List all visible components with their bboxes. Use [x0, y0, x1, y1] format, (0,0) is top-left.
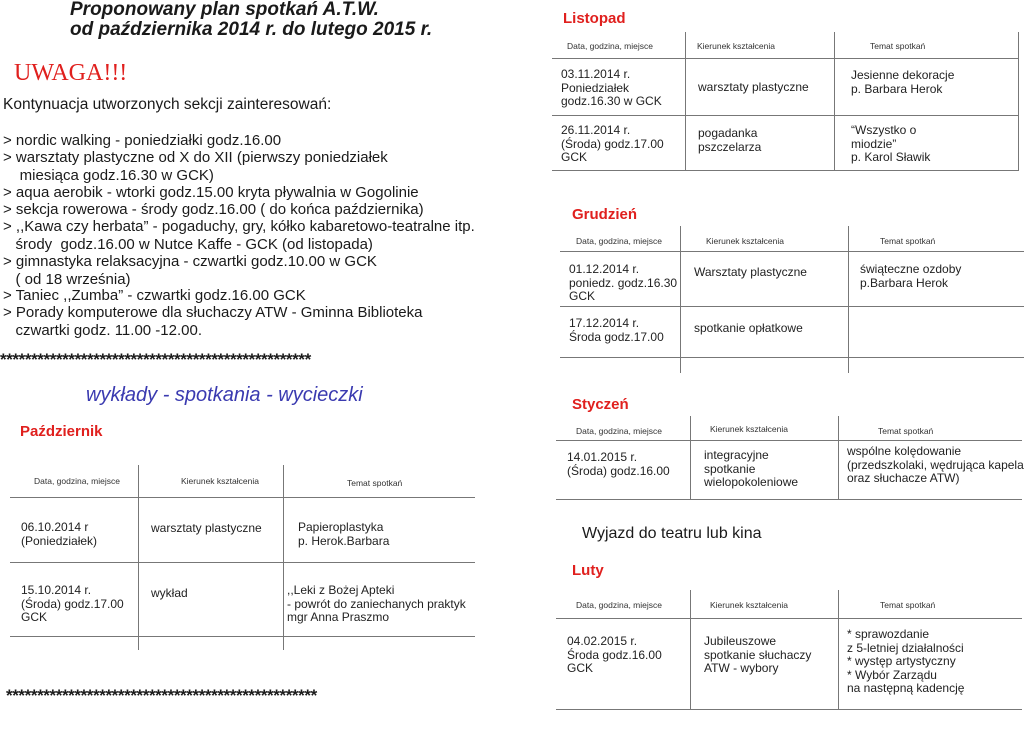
page-title-line1: Proponowany plan spotkań A.T.W. [70, 0, 379, 20]
list-item: > aqua aerobik - wtorki godz.15.00 kryta pływalnia w Gogolinie [3, 184, 419, 201]
column-header-topic: Temat spotkań [880, 236, 936, 246]
table-cell-date: 01.12.2014 r. poniedz. godz.16.30 GCK [569, 262, 678, 303]
table-cell-direction: wykład [151, 586, 188, 600]
column-header-direction: Kierunek kształcenia [710, 600, 788, 610]
table-rule [10, 636, 475, 637]
table-divider [1018, 32, 1019, 170]
table-cell-direction: warsztaty plastyczne [151, 521, 262, 535]
table-cell-direction: Jubileuszowe spotkanie słuchaczy ATW - wybory [704, 634, 812, 675]
table-divider [680, 226, 681, 373]
table-divider [848, 226, 849, 373]
list-item: > Taniec ,,Zumba” - czwartki godz.16.00 GCK [3, 287, 306, 304]
table-cell-direction: spotkanie opłatkowe [694, 321, 803, 335]
table-divider [138, 465, 139, 650]
column-header-date: Data, godzina, miejsce [34, 476, 120, 486]
list-item: > gimnastyka relaksacyjna - czwartki godz.10.00 w GCK ( od 18 września) [3, 253, 377, 288]
page-title-line2: od października 2014 r. do lutego 2015 r. [70, 19, 433, 40]
table-rule [556, 618, 1022, 619]
table-cell-direction: integracyjne spotkanie wielopokoleniowe [704, 448, 799, 489]
table-cell-date: 26.11.2014 r. (Środa) godz.17.00 GCK [561, 123, 664, 164]
table-divider [690, 416, 691, 500]
table-divider [838, 590, 839, 710]
table-rule [556, 709, 1022, 710]
column-header-topic: Temat spotkań [878, 426, 934, 436]
month-title-january: Styczeń [572, 396, 629, 413]
table-rule [552, 58, 1019, 59]
month-title-february: Luty [572, 562, 604, 579]
table-rule [556, 499, 1022, 500]
table-cell-date: 15.10.2014 r. (Środa) godz.17.00 GCK [21, 583, 124, 624]
column-header-date: Data, godzina, miejsce [576, 426, 662, 436]
table-rule [560, 306, 1024, 307]
table-cell-topic: Jesienne dekoracje p. Barbara Herok [851, 68, 955, 96]
table-rule [10, 497, 475, 498]
trip-note: Wyjazd do teatru lub kina [582, 525, 762, 542]
table-cell-direction: warsztaty plastyczne [698, 80, 809, 94]
table-rule [560, 251, 1024, 252]
separator-stars-top: ************************************************** [0, 350, 311, 369]
table-cell-topic: Papieroplastyka p. Herok.Barbara [298, 520, 390, 548]
table-cell-topic: świąteczne ozdoby p.Barbara Herok [860, 262, 962, 290]
table-divider [690, 590, 691, 710]
table-rule [552, 170, 1019, 171]
table-divider [834, 32, 835, 170]
table-rule [556, 440, 1022, 441]
column-header-date: Data, godzina, miejsce [576, 600, 662, 610]
column-header-direction: Kierunek kształcenia [706, 236, 784, 246]
table-divider [838, 416, 839, 500]
table-rule [10, 562, 475, 563]
separator-stars-bottom: ************************************************** [6, 686, 317, 705]
table-rule [552, 115, 1019, 116]
section-title: wykłady - spotkania - wycieczki [86, 384, 363, 406]
column-header-topic: Temat spotkań [870, 41, 926, 51]
list-item: > nordic walking - poniedziałki godz.16.00 [3, 132, 282, 149]
column-header-topic: Temat spotkań [880, 600, 936, 610]
table-cell-direction: Warsztaty plastyczne [694, 265, 807, 279]
column-header-direction: Kierunek kształcenia [710, 424, 788, 434]
column-header-direction: Kierunek kształcenia [181, 476, 259, 486]
month-title-december: Grudzień [572, 206, 638, 223]
notice-intro: Kontynuacja utworzonych sekcji zainteresowań: [3, 96, 332, 113]
table-cell-date: 06.10.2014 r (Poniedziałek) [21, 520, 98, 548]
column-header-date: Data, godzina, miejsce [567, 41, 653, 51]
notice-warning: UWAGA!!! [14, 60, 128, 86]
table-cell-topic: ,,Leki z Bożej Apteki - powrót do zaniechanych praktyk mgr Anna Praszmo [287, 583, 466, 624]
list-item: > ,,Kawa czy herbata” - pogaduchy, gry, kółko kabaretowo-teatralne itp. środy godz.16.00 w Nutce Kaffe - GCK (od listopada) [3, 218, 475, 253]
table-cell-topic: * sprawozdanie z 5-letniej działalności * występ artystyczny * Wybór Zarządu na następną kadencję [847, 627, 965, 695]
column-header-direction: Kierunek kształcenia [697, 41, 775, 51]
table-rule [560, 357, 1024, 358]
table-divider [283, 465, 284, 650]
table-cell-date: 03.11.2014 r. Poniedziałek godz.16.30 w GCK [561, 67, 662, 108]
table-cell-date: 14.01.2015 r. (Środa) godz.16.00 [567, 450, 670, 478]
list-item: > warsztaty plastyczne od X do XII (pierwszy poniedziałek miesiąca godz.16.30 w GCK) [3, 149, 388, 184]
column-header-date: Data, godzina, miejsce [576, 236, 662, 246]
list-item: > sekcja rowerowa - środy godz.16.00 ( do końca października) [3, 201, 424, 218]
table-cell-topic: wspólne kolędowanie (przedszkolaki, wędrująca kapela oraz słuchacze ATW) [847, 444, 1024, 485]
table-cell-date: 04.02.2015 r. Środa godz.16.00 GCK [567, 634, 662, 675]
month-title-november: Listopad [563, 10, 626, 27]
table-cell-date: 17.12.2014 r. Środa godz.17.00 [569, 316, 664, 344]
table-cell-topic: “Wszystko o miodzie” p. Karol Sławik [851, 123, 931, 164]
table-cell-direction: pogadanka pszczelarza [698, 126, 762, 154]
list-item: > Porady komputerowe dla słuchaczy ATW - Gminna Biblioteka czwartki godz. 11.00 -12.00. [3, 304, 423, 339]
month-title-october: Październik [20, 423, 103, 440]
column-header-topic: Temat spotkań [347, 478, 403, 488]
table-divider [685, 32, 686, 170]
